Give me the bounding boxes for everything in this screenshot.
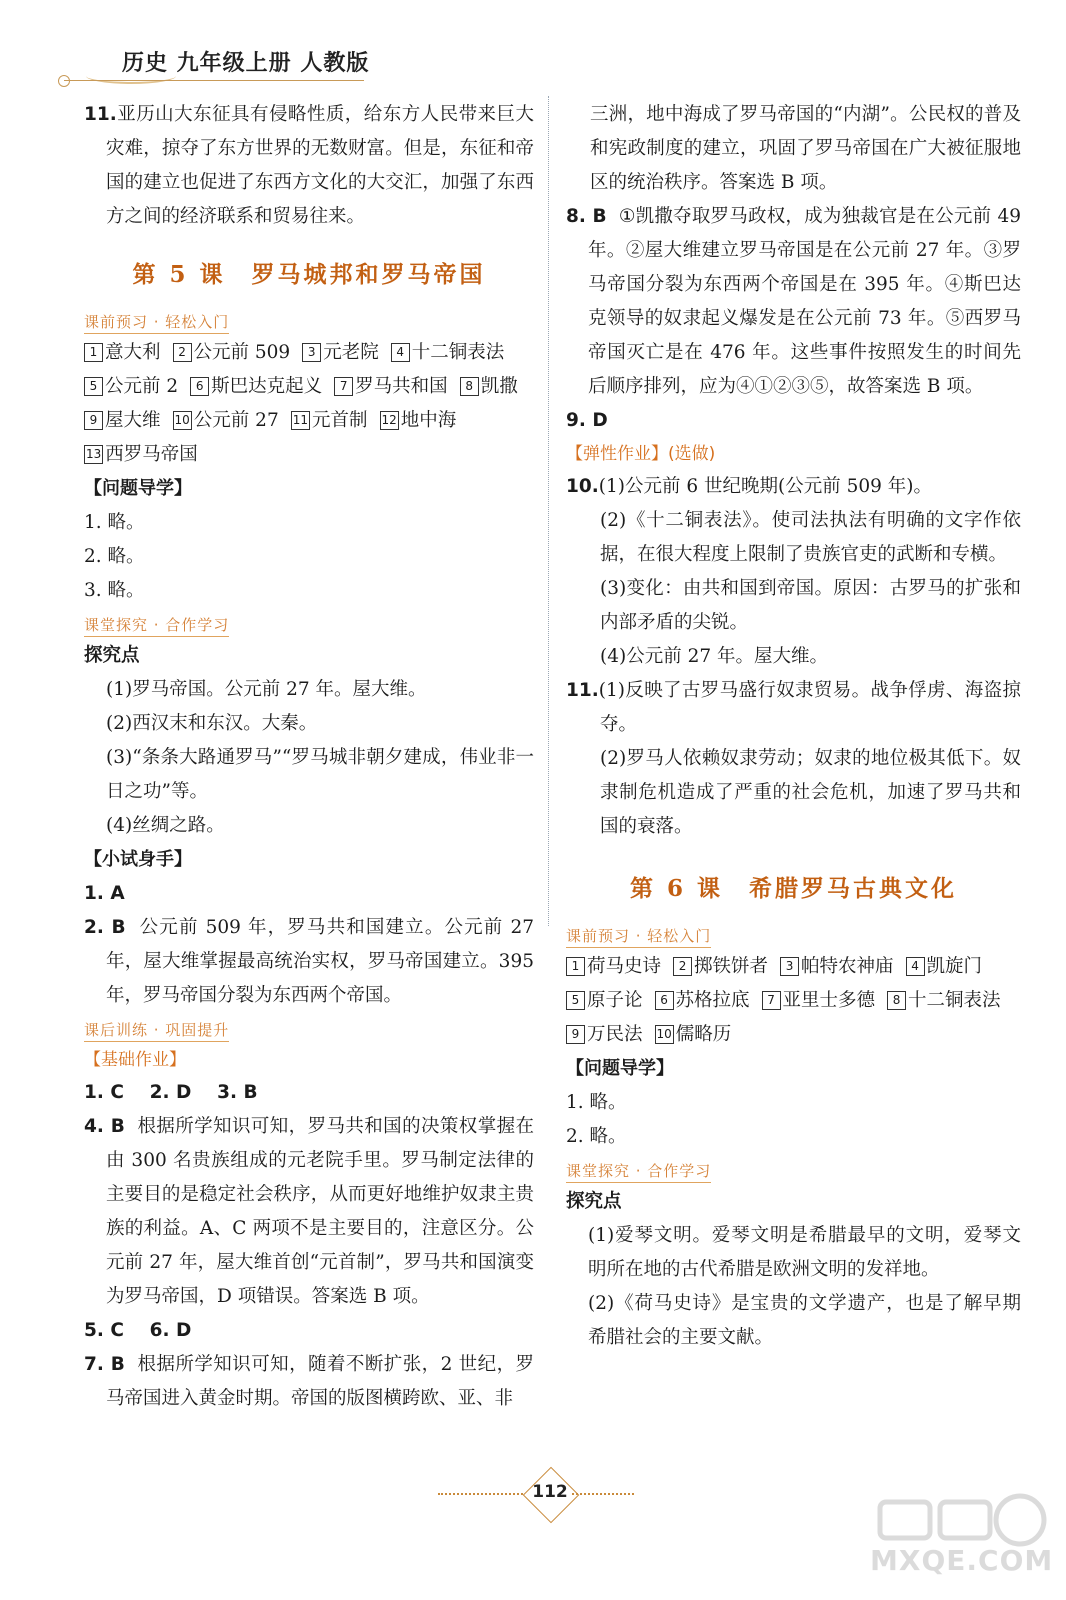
answers-1-3: 1. C 2. D 3. B (84, 1082, 258, 1103)
item-number-box: 8 (460, 377, 479, 396)
item-number-box: 3 (780, 957, 799, 976)
wenti-answer: 3. 略。 (84, 580, 145, 601)
wenti-heading: 【问题导学】 (84, 478, 192, 499)
item-number-box: 6 (655, 991, 674, 1010)
fill-blank-item (673, 950, 768, 984)
item-number-box: 5 (566, 991, 585, 1010)
fill-blank-item (84, 336, 161, 370)
item-answer: 凯旋门 (926, 956, 983, 977)
item-number-box: 10 (655, 1025, 674, 1044)
wenti-answer: 1. 略。 (566, 1092, 627, 1113)
item-number-box: 7 (334, 377, 353, 396)
explore-answer: (4)丝绸之路。 (106, 815, 225, 836)
item-number-box: 2 (673, 957, 692, 976)
footer-dots-left (438, 1493, 530, 1495)
item-number-box: 4 (906, 957, 925, 976)
item-answer: 苏格拉底 (675, 990, 750, 1011)
try-answer-1: 1. A (84, 883, 125, 904)
fill-blank-item (380, 404, 457, 438)
try-heading: 【小试身手】 (84, 849, 192, 870)
header-rule (64, 80, 364, 81)
explore-heading: 探究点 (566, 1191, 622, 1212)
item-number-box: 9 (566, 1025, 585, 1044)
answer-7: 7. B 根据所学知识可知，随着不断扩张，2 世纪，罗马帝国进入黄金时期。帝国的版图横跨欧、亚、非 (84, 1354, 535, 1409)
fill-blank-item (655, 984, 750, 1018)
watermark-logo (870, 1490, 1054, 1590)
fill-blank-item (566, 950, 661, 984)
answer-7-continued: 三洲，地中海成了罗马帝国的“内湖”。公民权的普及和宪政制度的建立，巩固了罗马帝国在广大被征服地区的统治秩序。答案选 B 项。 (590, 104, 1021, 193)
header-ornament-dot (58, 75, 70, 87)
wenti-answer: 1. 略。 (84, 512, 145, 533)
answer-9: 9. D (566, 410, 608, 431)
item-number-box: 9 (84, 411, 103, 430)
fill-blank-answers (84, 336, 534, 472)
fill-blank-item (84, 370, 178, 404)
item-answer: 公元前 509 (193, 342, 291, 363)
item-answer: 亚里士多德 (782, 990, 876, 1011)
watermark-emblem-icon (870, 1490, 1050, 1550)
item-number-box: 12 (380, 411, 399, 430)
item-answer: 意大利 (105, 342, 161, 363)
item-answer: 掷铁饼者 (694, 956, 769, 977)
explore-section-tag: 课堂探究 · 合作学习 (566, 1160, 711, 1183)
item-number-box: 6 (190, 377, 209, 396)
after-class-section-tag: 课后训练 · 巩固提升 (84, 1019, 229, 1042)
footer-dots-right (572, 1493, 634, 1495)
explore-heading: 探究点 (84, 645, 140, 666)
answer-8: 8. B ①凯撒夺取罗马政权，成为独裁官是在公元前 49 年。②屋大维建立罗马帝国是在公元前 27 年。③罗马帝国分裂为东西两个帝国是在 395 年。④斯巴达克领导的奴隶起义爆发是在公元前 73 年。⑤西罗马帝国灭亡是在 476 年。这些事件按照发生的时间先后顺序排列，应为④①②③⑤，故答案选 B 项。 (566, 206, 1021, 397)
explore-answer: (2)西汉末和东汉。大秦。 (106, 713, 318, 734)
try-answer-2: 2. B 公元前 509 年，罗马共和国建立。公元前 27 年，屋大维掌握最高统治实权，罗马帝国建立。395 年，罗马帝国分裂为东西两个帝国。 (84, 917, 534, 1006)
item-answer: 元老院 (323, 342, 379, 363)
answer-10-3: (3)变化：由共和国到帝国。原因：古罗马的扩张和内部矛盾的尖锐。 (600, 578, 1021, 633)
fill-blank-item (655, 1018, 732, 1052)
explore-section-tag: 课堂探究 · 合作学习 (84, 614, 229, 637)
item-answer: 十二铜表法 (411, 342, 505, 363)
fill-blank-item (291, 404, 368, 438)
fill-blank-item (780, 950, 894, 984)
basic-homework-heading: 【基础作业】 (84, 1050, 186, 1070)
item-number-box: 10 (173, 411, 192, 430)
item-answer: 地中海 (400, 410, 457, 431)
item-answer: 西罗马帝国 (105, 444, 198, 465)
fill-blank-item (566, 984, 643, 1018)
answer-10-2: (2)《十二铜表法》。使司法执法有明确的文字作依据，在很大程度上限制了贵族官吏的武断和专横。 (600, 510, 1021, 565)
fill-blank-item (906, 950, 983, 984)
item-number-box: 11 (291, 411, 310, 430)
answer-11: 11.亚历山大东征具有侵略性质，给东方人民带来巨大灾难，掠夺了东方世界的无数财富。但是，东征和帝国的建立也促进了东西方文化的大交汇，加强了东西方之间的经济联系和贸易往来。 (84, 104, 534, 227)
fill-blank-item (391, 336, 505, 370)
item-answer: 斯巴达克起义 (211, 376, 323, 397)
elastic-homework-heading: 【弹性作业】(选做) (566, 444, 716, 464)
fill-blank-item (173, 404, 279, 438)
wenti-answer: 2. 略。 (566, 1126, 627, 1147)
explore-answer: (1)爱琴文明。爱琴文明是希腊最早的文明，爱琴文明所在地的古代希腊是欧洲文明的发祥地。 (588, 1225, 1021, 1280)
page-number: 112 (532, 1482, 568, 1502)
item-number-box: 1 (84, 343, 103, 362)
item-answer: 罗马共和国 (355, 376, 448, 397)
lesson-5-title: 第 5 课 罗马城邦和罗马帝国 (132, 261, 486, 288)
item-answer: 帕特农神庙 (801, 956, 894, 977)
book-title: 历史 九年级上册 人教版 (122, 51, 370, 76)
item-number-box: 3 (302, 343, 321, 362)
explore-answer: (1)罗马帝国。公元前 27 年。屋大维。 (106, 679, 427, 700)
lesson-6-title: 第 6 课 希腊罗马古典文化 (629, 875, 958, 902)
fill-blank-item (460, 370, 518, 404)
item-number-box: 13 (84, 445, 103, 464)
answers-5-6: 5. C 6. D (84, 1320, 192, 1341)
item-answer: 公元前 2 (105, 376, 179, 397)
item-answer: 元首制 (312, 410, 368, 431)
answer-10-4: (4)公元前 27 年。屋大维。 (600, 646, 829, 667)
fill-blank-item (762, 984, 876, 1018)
preview-section-tag: 课前预习 · 轻松入门 (566, 925, 711, 948)
answer-11-1: 11.(1)反映了古罗马盛行奴隶贸易。战争俘虏、海盗掠夺。 (566, 680, 1021, 735)
right-column (566, 98, 1021, 1355)
item-number-box: 2 (173, 343, 192, 362)
item-answer: 儒略历 (675, 1024, 732, 1045)
answer-10-1: 10.(1)公元前 6 世纪晚期(公元前 509 年)。 (566, 476, 933, 497)
fill-blank-item (887, 984, 1001, 1018)
wenti-answer: 2. 略。 (84, 546, 145, 567)
fill-blank-answers (566, 950, 1021, 1052)
item-answer: 荷马史诗 (587, 956, 662, 977)
explore-answer: (2)《荷马史诗》是宝贵的文学遗产，也是了解早期希腊社会的主要文献。 (588, 1293, 1021, 1348)
item-number-box: 1 (566, 957, 585, 976)
item-number-box: 5 (84, 377, 103, 396)
item-number-box: 4 (391, 343, 410, 362)
answer-4: 4. B 根据所学知识可知，罗马共和国的决策权掌握在由 300 名贵族组成的元老院手里。罗马制定法律的主要目的是稳定社会秩序，从而更好地维护奴隶主贵族的利益。A、C 两项不是主要目的，注意区分。公元前 27 年，屋大维首创“元首制”，罗马共和国演变为罗马帝国，D 项错误。答案选 B 项。 (84, 1116, 534, 1307)
item-answer: 万民法 (587, 1024, 643, 1045)
fill-blank-item (84, 404, 161, 438)
left-column (84, 98, 534, 1416)
item-answer: 屋大维 (105, 410, 161, 431)
fill-blank-item (334, 370, 448, 404)
fill-blank-item (190, 370, 322, 404)
item-number-box: 8 (887, 991, 906, 1010)
item-answer: 原子论 (587, 990, 643, 1011)
page-header (0, 0, 1066, 100)
header-ornament-swoosh (86, 68, 176, 84)
column-divider (548, 96, 549, 926)
answer-11-2: (2)罗马人依赖奴隶劳动；奴隶的地位极其低下。奴隶制危机造成了严重的社会危机，加速了罗马共和国的衰落。 (600, 748, 1021, 837)
explore-answer: (3)“条条大路通罗马”“罗马城非朝夕建成，伟业非一日之功”等。 (106, 747, 534, 802)
preview-section-tag: 课前预习 · 轻松入门 (84, 311, 229, 334)
fill-blank-item (566, 1018, 643, 1052)
item-answer: 十二铜表法 (908, 990, 1001, 1011)
watermark-text: MXQE.COM (870, 1544, 1054, 1577)
fill-blank-item (84, 438, 198, 472)
item-answer: 公元前 27 (193, 410, 279, 431)
wenti-heading: 【问题导学】 (566, 1058, 674, 1079)
item-number-box: 7 (762, 991, 781, 1010)
fill-blank-item (302, 336, 379, 370)
item-answer: 凯撒 (480, 376, 518, 397)
fill-blank-item (173, 336, 291, 370)
